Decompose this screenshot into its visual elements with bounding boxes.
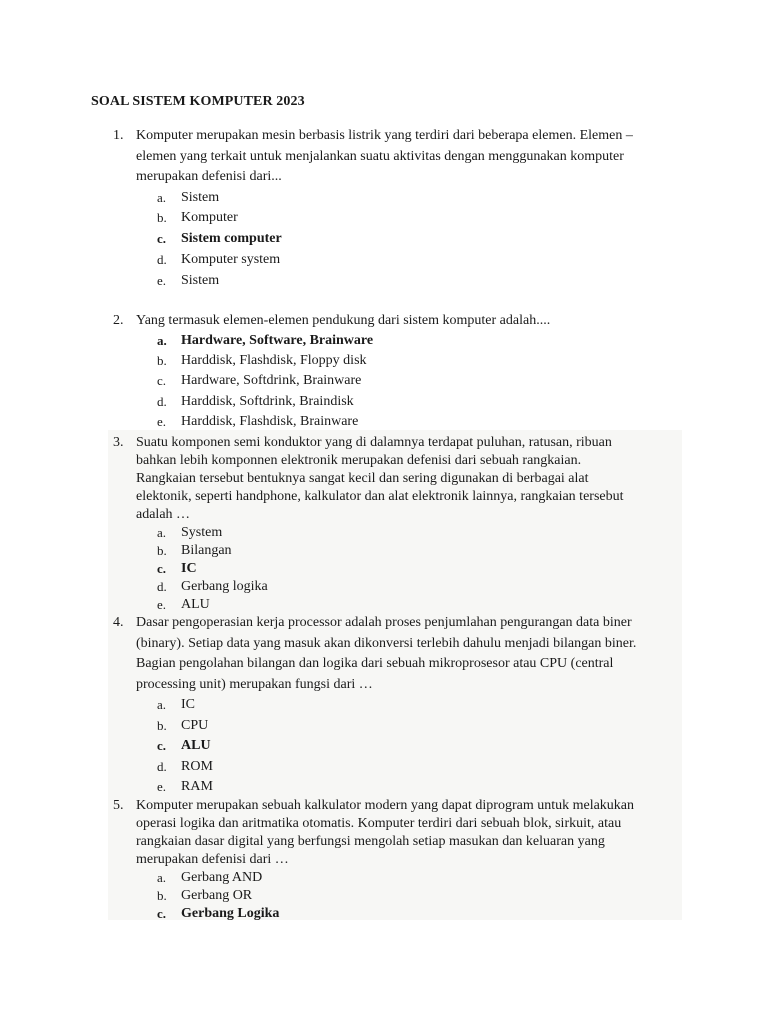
option-text: Harddisk, Flashdisk, Floppy disk [181,353,367,369]
option-text: Bilangan [181,543,232,558]
option-letter: b. [157,717,167,733]
answer-option [113,412,685,432]
answer-options [113,188,685,292]
option-letter: a. [157,697,167,712]
answer-option [113,188,685,209]
question-text [136,434,681,524]
answer-option [113,887,685,905]
question-text [136,126,681,188]
question-5 [113,797,685,923]
question-text-line: merupakan defenisi dari... [136,169,282,184]
option-text: Gerbang logika [181,579,268,594]
option-letter: a. [157,870,167,885]
option-text: Gerbang OR [181,888,253,903]
answer-option [113,331,685,351]
option-text: Komputer system [181,251,281,267]
question-text [136,797,681,869]
question-2 [113,311,685,432]
option-text: Sistem [181,189,220,205]
question-text-line: Yang termasuk elemen-elemen pendukung dari sistem komputer adalah.... [136,313,551,328]
answer-option [113,869,685,887]
option-letter: d. [157,393,167,409]
option-text-correct: Sistem computer [181,231,282,247]
answer-options [113,695,685,798]
question-text-line: operasi logika dan aritmatika otomatis. Komputer terdiri dari sebuah blok, sirkuit, atau [136,816,622,831]
option-text: IC [181,697,195,712]
option-letter: d. [157,579,167,594]
option-text: Sistem [181,272,220,288]
answer-option [113,560,685,578]
answer-option [113,392,685,412]
question-number: 5. [113,798,124,813]
option-text: Harddisk, Softdrink, Braindisk [181,393,354,409]
question-text-line: adalah … [136,507,191,522]
question-text-line: Suatu komponen semi konduktor yang di dalamnya terdapat puluhan, ratusan, ribuan [136,435,612,450]
option-letter: d. [157,251,167,267]
option-letter: a. [157,333,167,348]
answer-option [113,371,685,391]
option-text: ROM [181,758,213,774]
option-text-correct: Hardware, Software, Brainware [181,333,374,348]
option-text-correct: Gerbang Logika [181,906,280,921]
question-text-line: Komputer merupakan sebuah kalkulator modern yang dapat diprogram untuk melakukan [136,798,635,813]
answer-options [113,331,685,432]
option-text: Hardware, Softdrink, Brainware [181,373,362,389]
answer-option [113,542,685,560]
option-text: Komputer [181,210,238,226]
question-number: 1. [113,128,124,143]
option-letter: b. [157,210,167,226]
answer-option [113,777,685,798]
question-number: 2. [113,313,124,328]
option-letter: a. [157,525,167,540]
question-text-line: processing unit) merupakan fungsi dari … [136,676,373,692]
question-number: 4. [113,615,124,630]
answer-option [113,271,685,292]
answer-option [113,524,685,542]
answer-option [113,208,685,229]
option-letter: e. [157,597,167,612]
question-number: 3. [113,435,124,450]
option-letter: e. [157,413,167,429]
answer-option [113,229,685,250]
option-letter: c. [157,561,167,576]
question-text-line: Rangkaian tersebut bentuknya sangat kecil dan sering digunakan di berbagai alat [136,471,589,486]
answer-option [113,757,685,778]
answer-option [113,250,685,271]
option-text: CPU [181,717,209,733]
option-letter: a. [157,189,167,205]
question-text [136,613,681,695]
question-text [136,311,681,331]
answer-options [113,524,685,614]
question-1 [113,126,685,291]
question-text-line: Komputer merupakan mesin berbasis listrik yang terdiri dari beberapa elemen. Elemen – [136,128,633,143]
option-letter: c. [157,906,167,921]
option-letter: c. [157,738,167,753]
answer-option [113,596,685,614]
option-text-correct: ALU [181,738,211,753]
question-3 [113,434,685,614]
option-letter: d. [157,758,167,774]
answer-option [113,736,685,757]
answer-option [113,578,685,596]
question-text-line: (binary). Setiap data yang masuk akan dikonversi terlebih dahulu menjadi bilangan biner. [136,635,637,651]
question-text-line: rangkaian dasar digital yang berfungsi mengolah setiap masukan dan keluaran yang [136,834,605,849]
option-text: RAM [181,779,213,794]
question-text-line: Dasar pengoperasian kerja processor adalah proses penjumlahan pengurangan data biner [136,615,632,630]
question-text-line: elemen yang terkait untuk menjalankan suatu aktivitas dengan menggunakan komputer [136,148,624,164]
option-text: Harddisk, Flashdisk, Brainware [181,413,359,429]
answer-option [113,351,685,371]
option-letter: e. [157,779,167,794]
option-letter: b. [157,353,167,369]
question-text-line: bahkan lebih komponnen elektronik merupakan defenisi dari sebuah rangkaian. [136,453,582,468]
answer-option [113,905,685,923]
option-letter: b. [157,888,167,903]
answer-option [113,716,685,737]
answer-option [113,695,685,716]
question-text-line: elektonik, seperti handphone, kalkulator dan alat elektronik lainnya, rangkaian tersebut [136,489,624,504]
option-text-correct: IC [181,561,197,576]
option-text: ALU [181,597,210,612]
question-4 [113,613,685,798]
question-text-line: Bagian pengolahan bilangan dan logika dari sebuah mikroprosesor atau CPU (central [136,656,614,671]
option-letter: c. [157,231,167,247]
option-letter: c. [157,373,167,389]
question-text-line: merupakan defenisi dari … [136,852,289,867]
option-letter: b. [157,543,167,558]
option-text: System [181,525,223,540]
option-text: Gerbang AND [181,870,263,885]
option-letter: e. [157,272,167,288]
answer-options [113,869,685,923]
page-title: SOAL SISTEM KOMPUTER 2023 [91,94,305,109]
